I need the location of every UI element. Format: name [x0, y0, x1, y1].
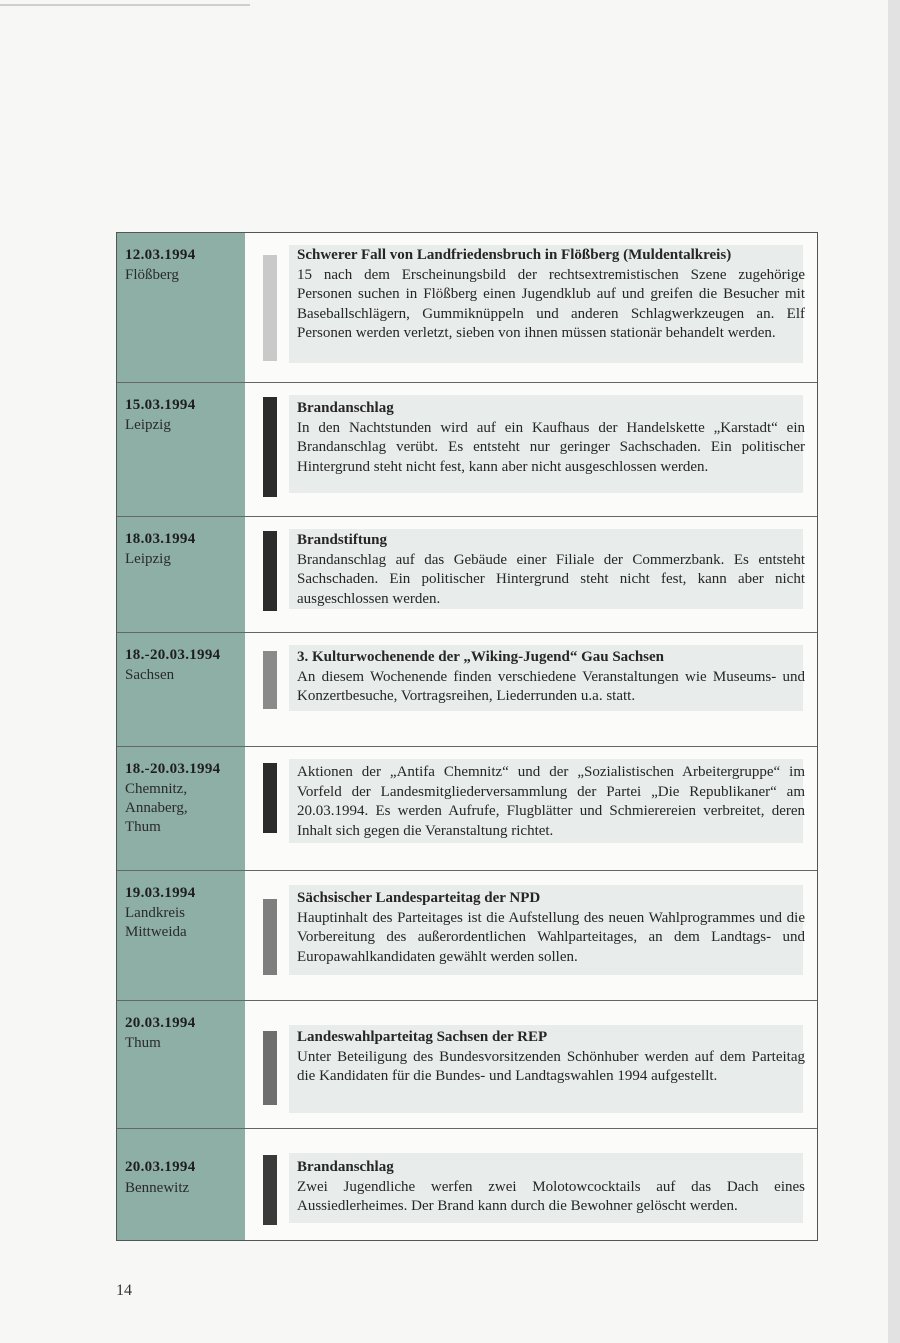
entry-marker	[263, 651, 277, 709]
entry-date: 12.03.1994	[125, 247, 196, 263]
entry-text: Aktionen der „Antifa Chemnitz“ und der „Sozialistischen Arbeitergruppe“ im Vorfeld der Landesmitgliederversammlung der Partei „Die Republikaner“ am 20.03.1994. Es werden Aufrufe, Flugblätter und Schmierereien verbreitet, deren Inhalt sich gegen die Veranstaltung richtet.	[297, 764, 805, 839]
entry-headline: Landeswahlparteitag Sachsen der REP	[297, 1029, 548, 1045]
entry-place: Thum	[125, 1035, 161, 1051]
entry-date: 18.-20.03.1994	[125, 761, 221, 777]
chronicle-entry	[117, 1001, 817, 1129]
entry-content	[297, 246, 805, 344]
entry-headline: Schwerer Fall von Landfriedensbruch in Flößberg (Muldentalkreis)	[297, 247, 732, 263]
chronicle-entry	[117, 747, 817, 871]
date-column	[117, 747, 245, 870]
entry-headline: 3. Kulturwochenende der „Wiking-Jugend“ Gau Sachsen	[297, 649, 665, 665]
entry-date: 19.03.1994	[125, 885, 196, 901]
chronicle-entry	[117, 633, 817, 747]
page-edge-shadow	[888, 0, 900, 1343]
entry-text: Brandanschlag auf das Gebäude einer Filiale der Commerzbank. Es entsteht Sachschaden. Ein politischer Hintergrund steht nicht fest, kann aber nicht ausgeschlossen werden.	[297, 551, 805, 607]
entry-content	[297, 531, 805, 609]
chronicle-entry	[117, 383, 817, 517]
entry-content	[297, 399, 805, 477]
entry-content	[297, 1158, 805, 1217]
date-column	[117, 633, 245, 746]
entry-headline: Brandanschlag	[297, 400, 394, 416]
entry-headline: Brandanschlag	[297, 1159, 394, 1175]
date-column	[117, 1129, 245, 1240]
entry-headline: Sächsischer Landesparteitag der NPD	[297, 890, 541, 906]
entry-content	[297, 648, 805, 707]
entry-headline: Brandstiftung	[297, 532, 388, 548]
page-number: 14	[116, 1282, 132, 1299]
entry-date: 18.-20.03.1994	[125, 647, 221, 663]
entry-marker	[263, 397, 277, 497]
entry-content	[297, 1028, 805, 1087]
entry-text: In den Nachtstunden wird auf ein Kaufhaus der Handelskette „Karstadt“ ein Brandanschlag verübt. Es entsteht nur geringer Sachschaden. Ein politischer Hintergrund steht nicht fest, kann aber nicht ausgeschlossen werden.	[297, 419, 805, 475]
date-column	[117, 517, 245, 632]
entry-date: 18.03.1994	[125, 531, 196, 547]
entry-date: 20.03.1994	[125, 1015, 196, 1031]
entry-place: Flößberg	[125, 267, 179, 283]
chronicle-entry	[117, 517, 817, 633]
chronicle-entry	[117, 871, 817, 1001]
entry-place: Bennewitz	[125, 1180, 190, 1196]
entry-place: Leipzig	[125, 417, 171, 433]
entry-text: 15 nach dem Erscheinungsbild der rechtsextremistischen Szene zugehörige Personen suchen in Flößberg einen Jugendklub auf und greifen die Besucher mit Baseballschlägern, Gummiknüppeln und anderen Schlagwerkzeugen an. Elf Personen werden verletzt, sieben von ihnen müssen stationär behandelt werden.	[297, 266, 805, 341]
entry-text: Unter Beteiligung des Bundesvorsitzenden Schönhuber werden auf dem Parteitag die Kandidaten für die Bundes- und Landtagswahlen 1994 aufgestellt.	[297, 1048, 805, 1084]
entry-marker	[263, 1155, 277, 1225]
date-column	[117, 383, 245, 516]
scan-edge-line	[0, 4, 250, 6]
date-column	[117, 1001, 245, 1128]
date-column	[117, 233, 245, 382]
chronicle-entry	[117, 233, 817, 383]
entry-text: An diesem Wochenende finden verschiedene Veranstaltungen wie Museums- und Konzertbesuche, Vortragsreihen, Liederrunden u.a. statt.	[297, 668, 805, 704]
entry-content	[297, 763, 805, 841]
entry-date: 20.03.1994	[125, 1159, 196, 1175]
entry-marker	[263, 255, 277, 361]
entry-marker	[263, 531, 277, 611]
entry-place: Chemnitz, Annaberg, Thum	[125, 781, 188, 835]
chronicle-table	[116, 232, 818, 1241]
entry-marker	[263, 763, 277, 833]
entry-marker	[263, 899, 277, 975]
chronicle-entry	[117, 1129, 817, 1240]
entry-date: 15.03.1994	[125, 397, 196, 413]
entry-marker	[263, 1031, 277, 1105]
entry-text: Hauptinhalt des Parteitages ist die Aufstellung des neuen Wahlprogrammes und die Vorbereitung des außerordentlichen Wahlparteitages, an dem Landtags- und Europawahlkandidaten gewählt werden sollen.	[297, 909, 805, 965]
entry-place: Sachsen	[125, 667, 175, 683]
entry-text: Zwei Jugendliche werfen zwei Molotowcocktails auf das Dach eines Aussiedlerheimes. Der Brand kann durch die Bewohner gelöscht werden.	[297, 1178, 805, 1214]
date-column	[117, 871, 245, 1000]
entry-place: Landkreis Mittweida	[125, 905, 187, 940]
entry-place: Leipzig	[125, 551, 171, 567]
entry-content	[297, 889, 805, 967]
